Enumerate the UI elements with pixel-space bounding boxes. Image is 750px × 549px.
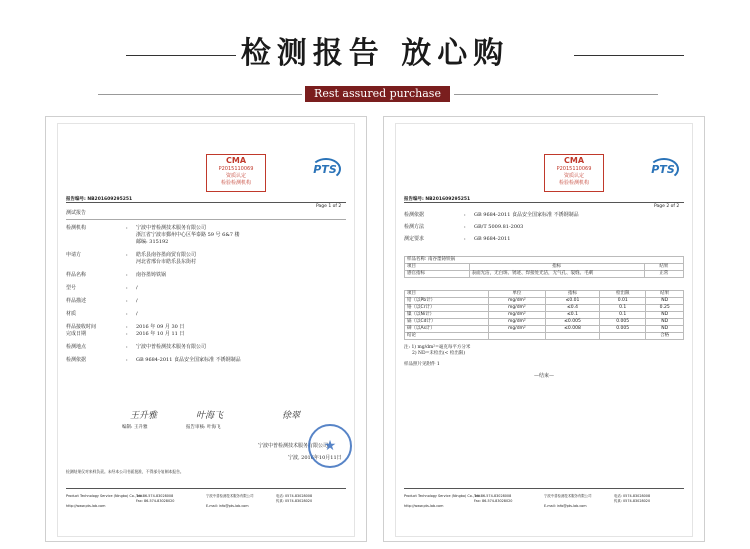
table-cell — [545, 333, 599, 340]
table-row — [405, 305, 684, 312]
table-header: 结果 — [646, 291, 684, 298]
table-cell: mg/dm² — [488, 298, 545, 305]
field-label: 样品描述 — [66, 298, 87, 304]
divider — [66, 488, 346, 489]
table-cell: 镍（以Ni计） — [405, 312, 489, 319]
lab-name: 宁波中普检测技术服务有限公司 — [258, 443, 329, 449]
field-value: 邮编: 315192 — [136, 239, 169, 245]
field-colon: : — [126, 324, 128, 330]
table-cell: 0.005 — [600, 319, 646, 326]
footer-text: Fax: 86-574-83028020 — [474, 499, 513, 503]
field-label: 样品接收时间 — [66, 324, 97, 330]
footer-text: E-mail: info@pts-lab.com — [544, 504, 587, 508]
table-cell: ≤0.01 — [545, 298, 599, 305]
signatures — [58, 408, 354, 438]
footer-text: http://www.pts-lab.com — [66, 504, 106, 508]
field-label: 检测机构 — [66, 225, 87, 231]
footer-text: Tel: 86-574-83028008 — [136, 494, 174, 498]
field-colon: : — [126, 344, 128, 350]
table-row — [405, 257, 684, 264]
official-seal-icon: ★ — [308, 424, 352, 468]
report-number: 报告编号: NB201609295251 — [66, 197, 133, 202]
table-row — [405, 319, 684, 326]
field-value: 浙江省宁波市鄞州中心区华泰路 59 号 6&7 楼 — [136, 232, 240, 238]
cma-logo-text: CMA — [225, 156, 247, 165]
field-colon: : — [126, 225, 128, 231]
divider — [404, 202, 684, 203]
report-page-2 — [383, 116, 705, 542]
table-cell: 结论 — [405, 333, 489, 340]
table-cell: 0.1 — [600, 312, 646, 319]
table-cell — [600, 333, 646, 340]
pts-logo-text: PTS — [651, 163, 675, 176]
field-value: / — [136, 298, 138, 304]
pts-logo — [646, 158, 680, 188]
field-colon: : — [126, 311, 128, 317]
field-colon: : — [126, 272, 128, 278]
table-cell: mg/dm² — [488, 305, 545, 312]
subtitle-rule-left — [98, 94, 302, 95]
pts-logo-text: PTS — [313, 163, 337, 176]
table-cell: ND — [646, 326, 684, 333]
cma-logo-text: CMA — [563, 156, 585, 165]
table-cell: ND — [646, 319, 684, 326]
table-row — [405, 326, 684, 333]
field-label: 材质 — [66, 311, 77, 317]
report-page-1 — [45, 116, 367, 542]
field-label: 检测地点 — [66, 344, 87, 350]
divider — [66, 202, 346, 203]
field-label: 检测依据 — [66, 357, 87, 363]
signature-1-label: 编制: 王升雅 — [122, 425, 148, 430]
field-label: 完成日期 — [66, 331, 87, 337]
cma-text-1: 资质认定 — [563, 173, 584, 179]
signature-3: 徐翠 — [282, 411, 301, 421]
footer-text: Product Technology Service (Ningbo) Co., Ltd. — [404, 494, 482, 498]
header — [0, 0, 750, 110]
subtitle-rule-right — [454, 94, 658, 95]
signature-1: 王升雅 — [130, 411, 158, 421]
report-sheet-2 — [395, 123, 693, 537]
table-header: 结果 — [644, 264, 683, 271]
sample-photo-note: 样品照片见附件 1 — [404, 362, 440, 367]
footer-text: 宁波中普检测技术服务有限公司 — [206, 494, 254, 498]
field-colon: : — [126, 252, 128, 258]
table-cell: 铬（以Cr计） — [405, 305, 489, 312]
table-notes — [404, 345, 470, 357]
field-label: 检测方法 — [404, 224, 425, 230]
field-value: 南谷墨铸铁锅 — [136, 272, 167, 278]
footer-text: E-mail: info@pts-lab.com — [206, 504, 249, 508]
field-colon: : — [126, 357, 128, 363]
cma-mark — [206, 154, 266, 192]
field-label: 测定要求 — [404, 236, 425, 242]
cma-text-1: 资质认定 — [225, 173, 246, 179]
cma-mark — [544, 154, 604, 192]
table-header: 指标 — [545, 291, 599, 298]
footer-text: 电话: 0574-83028008 — [614, 494, 651, 498]
page-number: Page 1 of 2 — [316, 204, 342, 209]
field-value: GB 9684-2011 — [474, 236, 511, 242]
field-value: / — [136, 311, 138, 317]
table-cell: ≤0.1 — [545, 312, 599, 319]
sensory-table — [404, 256, 684, 278]
report-heading-text: 测试报告 — [66, 210, 87, 216]
cma-code: P2015110069 — [218, 166, 254, 172]
field-value: 宁波中普检测技术服务有限公司 — [136, 344, 207, 350]
footer-text: 电话: 0574-83028008 — [276, 494, 313, 498]
cma-code: P2015110069 — [556, 166, 592, 172]
table-row — [405, 333, 684, 340]
end-mark: —结束— — [533, 373, 554, 379]
footer-text: 传真: 0574-83028020 — [276, 499, 313, 503]
field-value: / — [136, 285, 138, 291]
table-row — [405, 291, 684, 298]
table-header: 项目 — [405, 264, 470, 271]
footer-text: Fax: 86-574-83028020 — [136, 499, 175, 503]
field-value: 宁波中普检测技术服务有限公司 — [136, 225, 207, 231]
table-cell: 0.01 — [600, 298, 646, 305]
table-row — [405, 271, 684, 278]
footer-text: Product Technology Service (Ningbo) Co., Ltd. — [66, 494, 144, 498]
table-cell: mg/dm² — [488, 319, 545, 326]
signature-2: 叶海飞 — [196, 411, 224, 421]
field-value: 2016 年 10 月 11 日 — [136, 331, 185, 337]
footer-text: http://www.pts-lab.com — [404, 504, 444, 508]
field-colon: : — [464, 212, 466, 218]
divider — [404, 488, 684, 489]
signature-2-label: 报告审核: 叶海飞 — [186, 425, 221, 430]
field-value: 河北省邢台市皓乐县东街村 — [136, 259, 197, 265]
cma-text-2: 检验检测机构 — [220, 180, 251, 186]
footer-text: 宁波中普检测技术服务有限公司 — [544, 494, 592, 498]
report-sheet-1 — [57, 123, 355, 537]
table-cell: 0.005 — [600, 326, 646, 333]
field-value: 2016 年 09 月 30 日 — [136, 324, 185, 330]
note-line: 2) ND=未检出(< 检出限) — [412, 351, 466, 356]
report-note: 检测结果仅对来样负责。未经本公司书面批准，不得部分复制本报告。 — [66, 469, 184, 474]
table-row — [405, 312, 684, 319]
field-colon: : — [464, 224, 466, 230]
sample-line: 样品名称: 南谷墨铸铁锅 — [405, 257, 684, 264]
field-colon: : — [126, 298, 128, 304]
field-value: GB/T 5009.81-2003 — [474, 224, 524, 230]
note-line: 注: 1) mg/dm²=毫克每平方分米 — [404, 345, 471, 350]
table-header: 指标 — [469, 264, 644, 271]
table-cell: ND — [646, 298, 684, 305]
table-cell: 砷（以As计） — [405, 326, 489, 333]
table-cell: ND — [646, 312, 684, 319]
table-header: 单位 — [488, 291, 545, 298]
footer-text: Tel: 86-574-83028008 — [474, 494, 512, 498]
field-label: 申请方 — [66, 252, 82, 258]
footer-text: 传真: 0574-83028020 — [614, 499, 651, 503]
field-label: 型号 — [66, 285, 77, 291]
field-colon: : — [126, 331, 128, 337]
field-colon: : — [126, 285, 128, 291]
field-value: GB 9684-2011 食品安全国家标准 不锈钢制品 — [474, 212, 579, 218]
table-cell: mg/dm² — [488, 326, 545, 333]
field-value: GB 9684-2011 食品安全国家标准 不锈钢制品 — [136, 357, 241, 363]
table-cell: ≤0.005 — [545, 319, 599, 326]
banner-subtitle: Rest assured purchase — [305, 86, 450, 102]
title-rule-right — [574, 55, 684, 56]
table-cell — [488, 333, 545, 340]
table-cell: 合格 — [646, 333, 684, 340]
field-label: 检测依据 — [404, 212, 425, 218]
report-number: 报告编号: NB201609295251 — [404, 197, 471, 202]
divider — [66, 219, 346, 220]
table-cell: ≤0.008 — [545, 326, 599, 333]
pts-logo — [308, 158, 342, 188]
field-value: 皓乐县南谷墨商贸有限公司 — [136, 252, 197, 258]
table-cell: 0.25 — [646, 305, 684, 312]
table-cell: 0.1 — [600, 305, 646, 312]
table-cell: ≤0.4 — [545, 305, 599, 312]
page-number: Page 2 of 2 — [654, 204, 680, 209]
metals-table — [404, 290, 684, 340]
table-row — [405, 298, 684, 305]
field-colon: : — [464, 236, 466, 242]
field-label: 样品名称 — [66, 272, 87, 278]
table-cell: 正常 — [644, 271, 683, 278]
table-header: 项目 — [405, 291, 489, 298]
table-cell: 镉（以Cd计） — [405, 319, 489, 326]
table-cell: 感官指标 — [405, 271, 470, 278]
table-header: 检出限 — [600, 291, 646, 298]
table-cell: 表面光洁，无白斑、锈迹、焊接处光洁，无气孔、裂缝、毛刺 — [469, 271, 644, 278]
table-cell: mg/dm² — [488, 312, 545, 319]
cma-text-2: 检验检测机构 — [558, 180, 589, 186]
banner-title: 检测报告 放心购 — [240, 36, 510, 71]
table-cell: 铅（以Pb计） — [405, 298, 489, 305]
table-row — [405, 264, 684, 271]
lab-date: 宁波, 2016年10月11日 — [288, 455, 342, 461]
